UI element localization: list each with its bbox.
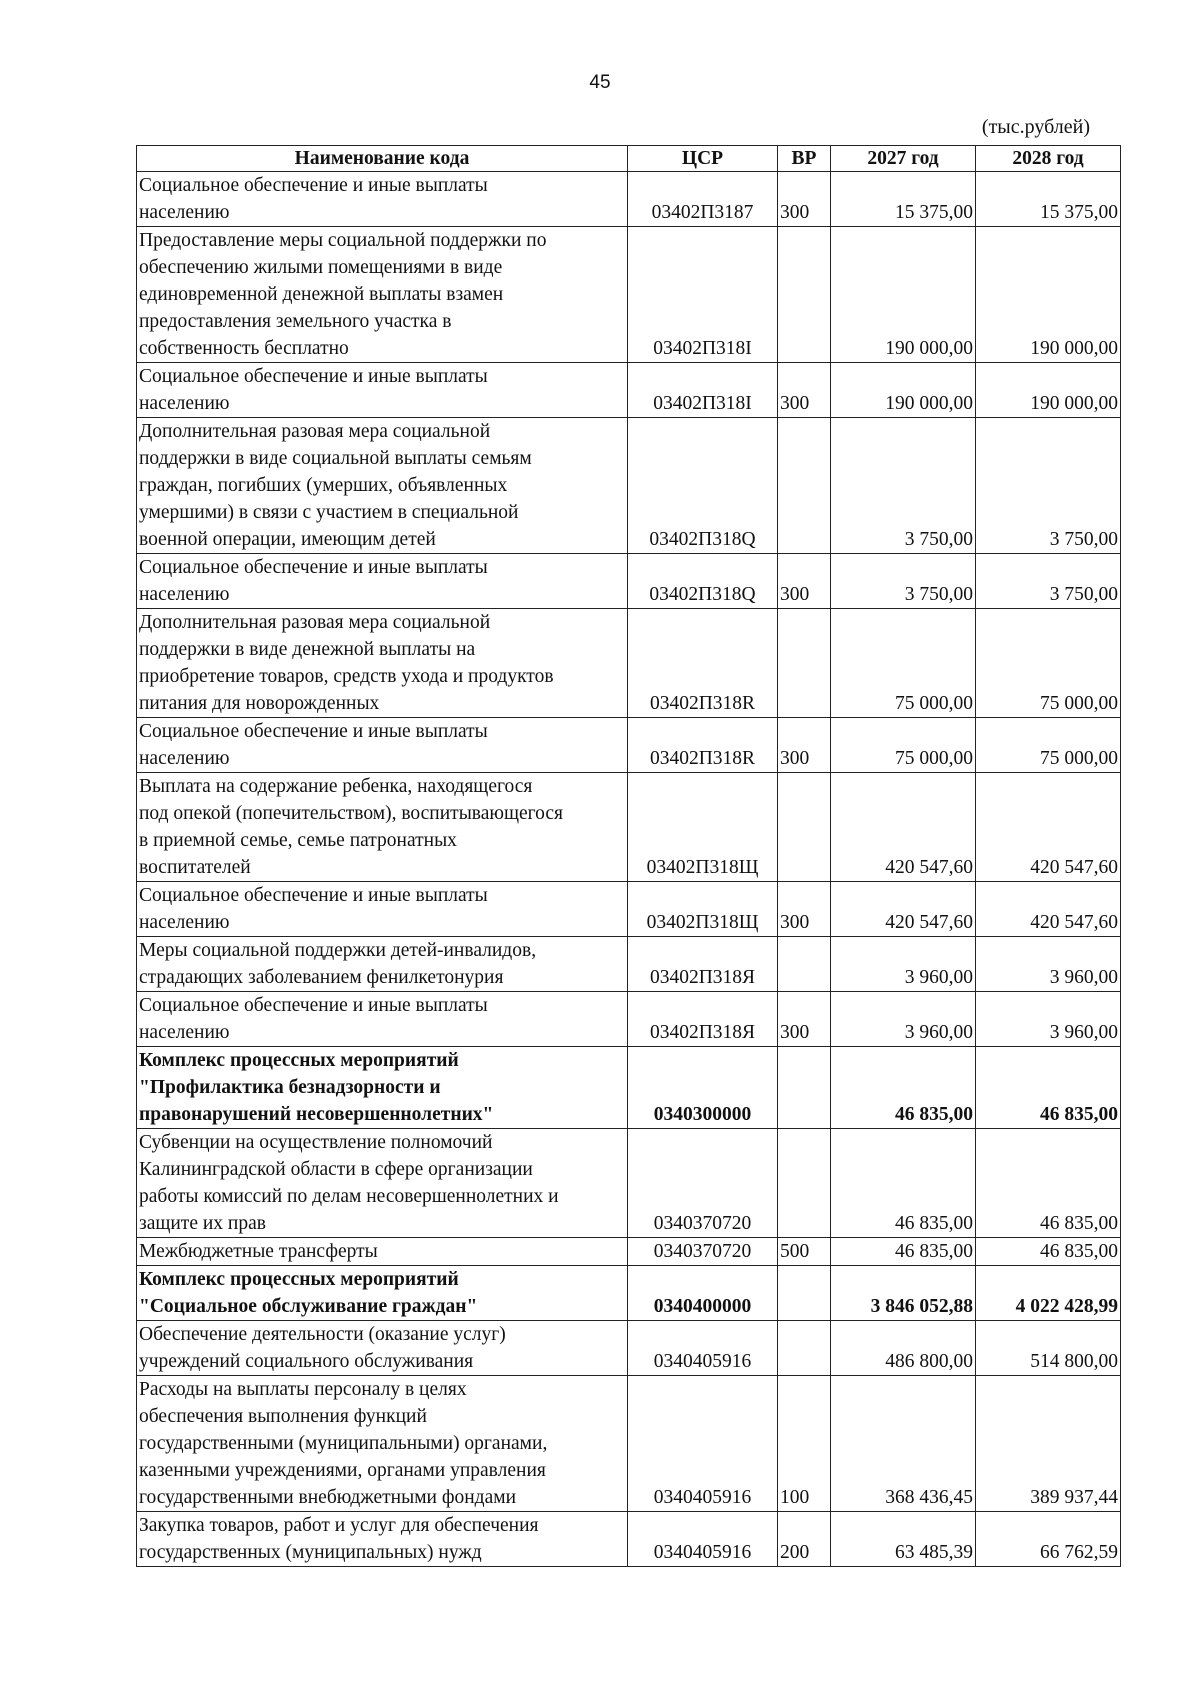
row-vr-code [778,718,831,773]
table-row [137,1321,1121,1376]
row-csr-code-text: 03402П318Щ [646,857,759,878]
table-row [137,1376,1121,1512]
row-value-2028-text: 190 000,00 [1030,393,1118,414]
row-vr-code [778,363,831,418]
row-value-2027-text: 420 547,60 [885,912,973,933]
header-vr: ВР [778,146,831,172]
row-value-2027 [831,718,976,773]
row-vr-code-text: 300 [780,912,810,933]
row-csr-code [628,227,778,363]
row-csr-code [628,418,778,554]
row-csr-code-text: 03402П318I [653,338,752,359]
row-value-2028-text: 3 960,00 [1049,967,1118,988]
row-csr-code [628,172,778,227]
row-value-2027 [831,1321,976,1376]
row-value-2028 [976,882,1121,937]
row-vr-code [778,227,831,363]
row-value-2027 [831,992,976,1047]
row-value-2027 [831,1129,976,1238]
row-name-text: Социальное обеспечение и иные выплаты населению [139,175,488,223]
row-value-2028-text: 15 375,00 [1040,202,1118,223]
row-value-2027-text: 190 000,00 [885,393,973,414]
table-row [137,1047,1121,1129]
row-name-text: Субвенции на осуществление полномочий Калининградской области в сфере организации работы комиссий по делам несовершеннолетних и защите их прав [139,1132,559,1234]
row-value-2028-text: 514 800,00 [1030,1351,1118,1372]
header-csr: ЦСР [628,146,778,172]
row-csr-code-text: 0340370720 [653,1213,752,1234]
row-value-2028-text: 420 547,60 [1030,912,1118,933]
row-value-2027 [831,418,976,554]
row-value-2027 [831,1238,976,1266]
table-body [137,172,1121,1567]
row-name-text: Комплекс процессных мероприятий "Профилактика безнадзорности и правонарушений несовершеннолетних" [139,1050,494,1125]
row-value-2028 [976,554,1121,609]
row-csr-code [628,1047,778,1129]
row-value-2027 [831,554,976,609]
row-value-2028-text: 75 000,00 [1040,693,1118,714]
row-csr-code [628,882,778,937]
row-csr-code-text: 03402П3187 [651,202,754,223]
row-value-2027-text: 3 960,00 [904,967,973,988]
row-name-text: Меры социальной поддержки детей-инвалидов, страдающих заболеванием фенилкетонурия [139,940,537,988]
table-row [137,1129,1121,1238]
row-value-2028 [976,773,1121,882]
table-row [137,172,1121,227]
row-value-2027-text: 420 547,60 [885,857,973,878]
row-vr-code [778,992,831,1047]
row-vr-code [778,773,831,882]
row-value-2028-text: 46 835,00 [1040,1241,1118,1262]
row-value-2027-text: 46 835,00 [895,1213,973,1234]
row-csr-code [628,554,778,609]
row-value-2027-text: 368 436,45 [885,1487,973,1508]
row-csr-code [628,1129,778,1238]
row-vr-code-text: 100 [780,1487,810,1508]
row-value-2028 [976,718,1121,773]
row-csr-code-text: 0340405916 [653,1487,752,1508]
row-value-2028 [976,418,1121,554]
row-value-2028 [976,363,1121,418]
row-value-2027 [831,882,976,937]
row-value-2027 [831,1266,976,1321]
row-vr-code-text: 300 [780,748,810,769]
row-vr-code-text: 300 [780,393,810,414]
row-value-2027 [831,1047,976,1129]
header-2028: 2028 год [976,146,1121,172]
row-name [137,609,628,718]
row-name [137,1266,628,1321]
row-value-2028-text: 190 000,00 [1030,338,1118,359]
row-value-2028 [976,1129,1121,1238]
row-csr-code [628,1266,778,1321]
row-value-2028 [976,1238,1121,1266]
row-name-text: Дополнительная разовая мера социальной поддержки в виде социальной выплаты семьям граждан, погибших (умерших, объявленных умершими) в связи с участием в специальной военной операции, имеющим детей [139,421,532,550]
row-name-text: Социальное обеспечение и иные выплаты населению [139,995,488,1043]
row-name-text: Комплекс процессных мероприятий "Социальное обслуживание граждан" [139,1269,478,1317]
row-name-text: Предоставление меры социальной поддержки по обеспечению жилыми помещениями в виде единовременной денежной выплаты взамен предоставления земельного участка в собственность бесплатно [139,230,547,359]
row-name [137,1129,628,1238]
row-name [137,773,628,882]
row-value-2027-text: 46 835,00 [895,1241,973,1262]
row-name-text: Социальное обеспечение и иные выплаты населению [139,721,488,769]
row-csr-code [628,609,778,718]
row-name [137,992,628,1047]
row-value-2027-text: 63 485,39 [895,1542,973,1563]
table-row [137,554,1121,609]
row-value-2027-text: 3 846 052,88 [870,1296,973,1317]
table-row [137,1512,1121,1567]
row-csr-code-text: 03402П318Q [649,529,756,550]
row-name [137,227,628,363]
row-value-2028-text: 46 835,00 [1040,1104,1118,1125]
row-value-2027 [831,773,976,882]
row-csr-code [628,1376,778,1512]
row-vr-code [778,418,831,554]
row-name [137,554,628,609]
row-csr-code-text: 0340405916 [653,1351,752,1372]
row-value-2028-text: 3 750,00 [1049,584,1118,605]
table-row [137,363,1121,418]
row-csr-code [628,1321,778,1376]
row-csr-code-text: 03402П318Q [649,584,756,605]
table-row [137,718,1121,773]
row-value-2027-text: 486 800,00 [885,1351,973,1372]
row-csr-code [628,363,778,418]
row-value-2027 [831,609,976,718]
row-csr-code-text: 03402П318I [653,393,752,414]
row-value-2027 [831,1376,976,1512]
row-csr-code-text: 0340405916 [653,1542,752,1563]
row-value-2028 [976,937,1121,992]
row-name [137,1512,628,1567]
row-vr-code-text: 300 [780,584,810,605]
row-name [137,1376,628,1512]
row-csr-code-text: 03402П318R [649,693,756,714]
row-name [137,418,628,554]
row-value-2028 [976,227,1121,363]
row-vr-code [778,937,831,992]
row-vr-code [778,1238,831,1266]
table-row [137,1238,1121,1266]
row-name-text: Социальное обеспечение и иные выплаты населению [139,885,488,933]
row-csr-code [628,718,778,773]
row-value-2028 [976,1321,1121,1376]
row-vr-code [778,1512,831,1567]
row-value-2027 [831,937,976,992]
row-value-2028 [976,992,1121,1047]
row-value-2028-text: 66 762,59 [1040,1542,1118,1563]
row-name [137,1238,628,1266]
row-vr-code [778,172,831,227]
row-value-2027 [831,363,976,418]
row-name [137,718,628,773]
row-name [137,363,628,418]
page-number: 45 [589,72,611,93]
row-value-2028-text: 46 835,00 [1040,1213,1118,1234]
row-name-text: Расходы на выплаты персоналу в целях обеспечения выполнения функций государственными (муниципальными) органами, казенными учреждениями, органами управления государственными внебюджетными фондами [139,1379,548,1508]
row-value-2028 [976,1266,1121,1321]
row-vr-code [778,1321,831,1376]
row-vr-code [778,609,831,718]
budget-table [136,145,1121,1567]
row-value-2027-text: 46 835,00 [895,1104,973,1125]
row-name [137,1047,628,1129]
row-name-text: Выплата на содержание ребенка, находящегося под опекой (попечительством), воспитывающегося в приемной семье, семье патронатных воспитателей [139,776,564,878]
row-value-2027-text: 15 375,00 [895,202,973,223]
row-csr-code-text: 03402П318Щ [646,912,759,933]
table-row [137,992,1121,1047]
row-value-2027-text: 3 750,00 [904,529,973,550]
table-row [137,773,1121,882]
row-name-text: Межбюджетные трансферты [139,1241,378,1262]
row-value-2028 [976,1047,1121,1129]
row-name-text: Социальное обеспечение и иные выплаты населению [139,557,488,605]
row-csr-code-text: 03402П318R [649,748,756,769]
row-csr-code-text: 03402П318Я [649,1022,756,1043]
table-row [137,937,1121,992]
row-value-2027-text: 75 000,00 [895,693,973,714]
row-name-text: Социальное обеспечение и иные выплаты населению [139,366,488,414]
row-csr-code-text: 0340400000 [653,1296,752,1317]
table-header-row [137,146,1121,172]
row-value-2028-text: 420 547,60 [1030,857,1118,878]
row-vr-code [778,1047,831,1129]
table-row [137,227,1121,363]
table-row [137,418,1121,554]
row-csr-code-text: 0340300000 [653,1104,752,1125]
table-row [137,882,1121,937]
row-value-2028 [976,1512,1121,1567]
header-name: Наименование кода [137,146,628,172]
row-value-2027 [831,227,976,363]
row-name [137,1321,628,1376]
row-csr-code [628,773,778,882]
units-note: (тыс.рублей) [981,116,1090,138]
row-value-2028-text: 3 750,00 [1049,529,1118,550]
row-csr-code-text: 0340370720 [653,1241,752,1262]
row-value-2027-text: 3 960,00 [904,1022,973,1043]
row-value-2027 [831,1512,976,1567]
row-value-2028 [976,172,1121,227]
row-value-2027-text: 75 000,00 [895,748,973,769]
row-vr-code [778,1129,831,1238]
row-value-2027 [831,172,976,227]
row-vr-code-text: 300 [780,202,810,223]
row-value-2028 [976,1376,1121,1512]
row-csr-code [628,992,778,1047]
row-name [137,937,628,992]
row-name-text: Закупка товаров, работ и услуг для обеспечения государственных (муниципальных) нужд [139,1515,539,1563]
row-vr-code [778,554,831,609]
row-name-text: Обеспечение деятельности (оказание услуг) учреждений социального обслуживания [139,1324,506,1372]
row-value-2027-text: 3 750,00 [904,584,973,605]
row-value-2028-text: 3 960,00 [1049,1022,1118,1043]
row-vr-code [778,882,831,937]
row-csr-code-text: 03402П318Я [649,967,756,988]
row-vr-code [778,1266,831,1321]
row-csr-code [628,1238,778,1266]
row-csr-code [628,1512,778,1567]
row-value-2028 [976,609,1121,718]
row-value-2028-text: 4 022 428,99 [1015,1296,1118,1317]
row-value-2028-text: 389 937,44 [1030,1487,1118,1508]
table-row [137,1266,1121,1321]
row-name [137,882,628,937]
row-value-2028-text: 75 000,00 [1040,748,1118,769]
row-name-text: Дополнительная разовая мера социальной поддержки в виде денежной выплаты на приобретение товаров, средств ухода и продуктов питания для новорожденных [139,612,554,714]
row-value-2027-text: 190 000,00 [885,338,973,359]
row-name [137,172,628,227]
row-vr-code-text: 300 [780,1022,810,1043]
row-csr-code [628,937,778,992]
row-vr-code [778,1376,831,1512]
row-vr-code-text: 200 [780,1542,810,1563]
header-2027: 2027 год [831,146,976,172]
table-row [137,609,1121,718]
row-vr-code-text: 500 [780,1241,810,1262]
